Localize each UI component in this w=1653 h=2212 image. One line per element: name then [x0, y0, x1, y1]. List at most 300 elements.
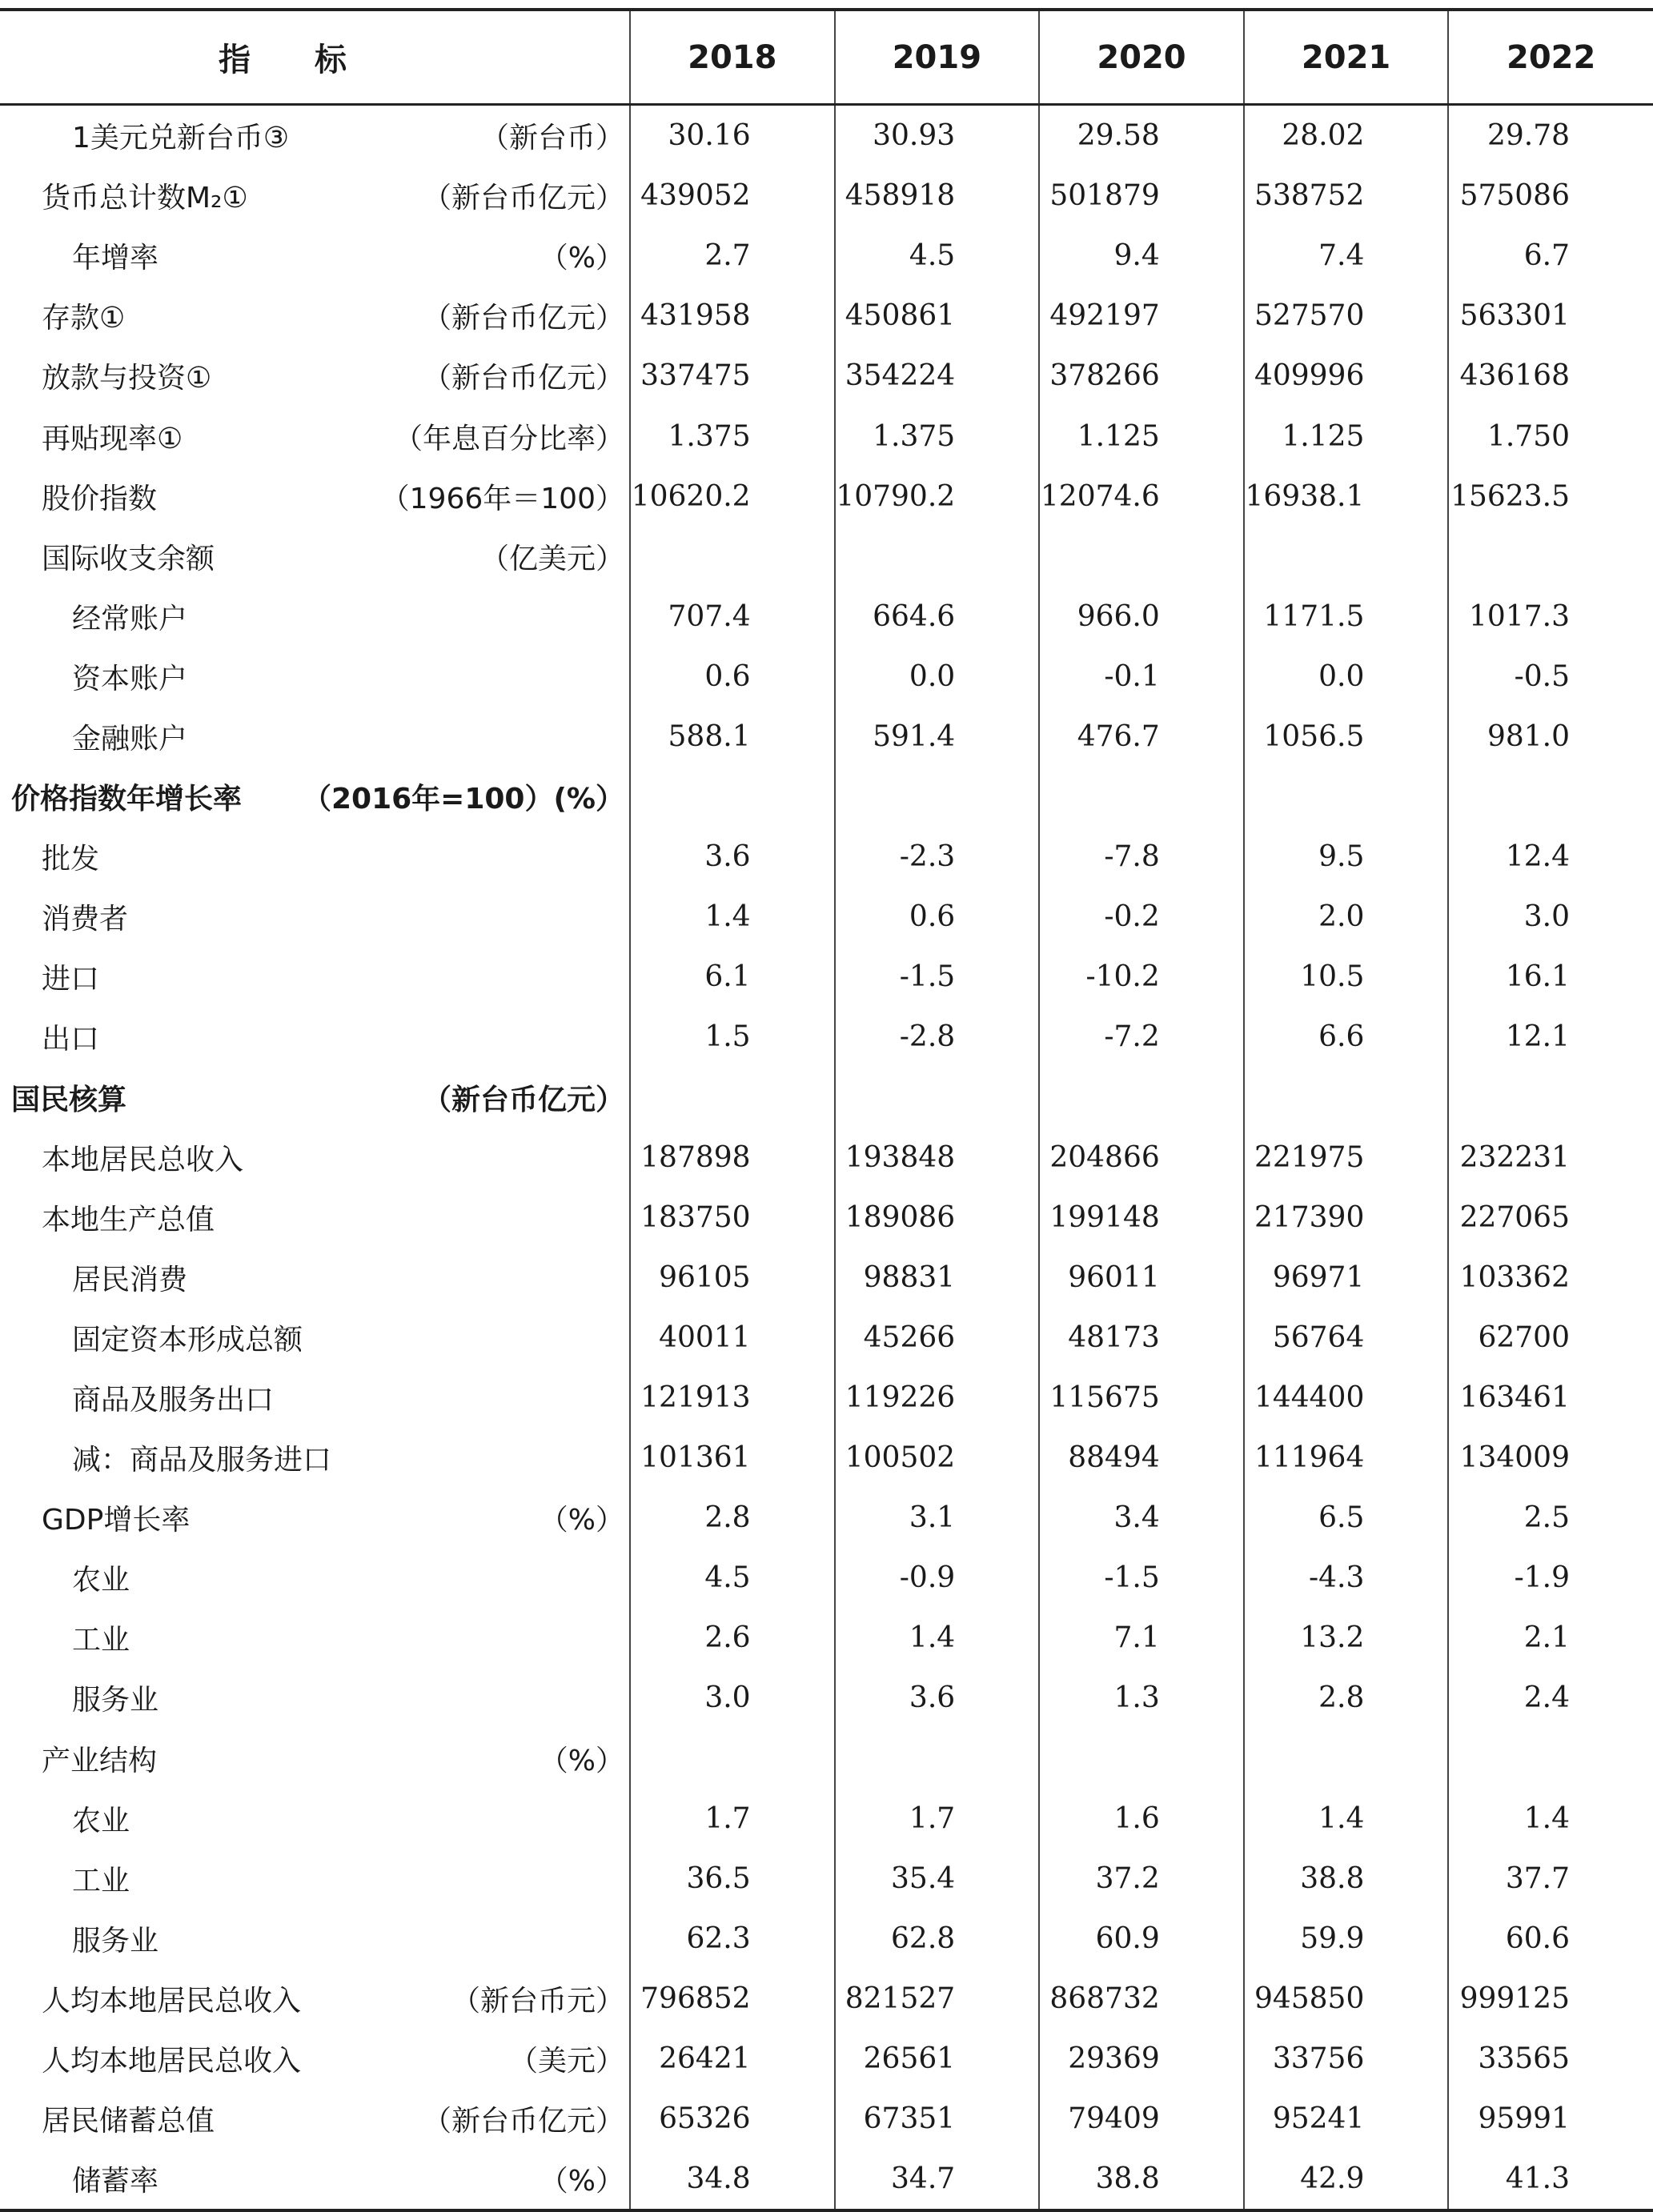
value-cell: 3.6: [835, 1668, 1040, 1728]
indicator-label: 价格指数年增长率: [11, 783, 243, 816]
value-cell: 6.7: [1448, 226, 1653, 286]
table-row: [0, 1248, 1653, 1308]
value-cell: 707.4: [630, 587, 835, 647]
value-cell: -1.5: [835, 947, 1040, 1007]
table-row: [0, 1368, 1653, 1428]
value-cell: 2.1: [1448, 1608, 1653, 1668]
indicator-label: 资本账户: [72, 662, 188, 695]
value-cell: -0.5: [1448, 647, 1653, 707]
header-row: [0, 10, 1653, 105]
value-cell: 101361: [630, 1428, 835, 1488]
indicator-label: 服务业: [72, 1684, 159, 1717]
value-cell: 48173: [1039, 1308, 1244, 1368]
indicator-cell: [0, 1368, 630, 1428]
value-cell: 2.7: [630, 226, 835, 286]
value-cell: 221975: [1244, 1128, 1449, 1188]
value-cell: 476.7: [1039, 707, 1244, 767]
value-cell: 37.7: [1448, 1849, 1653, 1909]
value-cell: 6.5: [1244, 1488, 1449, 1548]
table-row: [0, 1608, 1653, 1668]
value-cell: [1039, 767, 1244, 827]
value-cell: 2.8: [630, 1488, 835, 1548]
indicator-cell: [0, 406, 630, 466]
indicator-label: 股价指数: [42, 482, 158, 515]
table-row: [0, 166, 1653, 226]
indicator-unit: （新台币亿元）: [422, 302, 624, 335]
value-cell: 217390: [1244, 1188, 1449, 1248]
value-cell: 96971: [1244, 1248, 1449, 1308]
value-cell: 538752: [1244, 166, 1449, 226]
value-cell: 67351: [835, 2089, 1040, 2149]
value-cell: 29369: [1039, 2029, 1244, 2089]
value-cell: 431958: [630, 286, 835, 346]
value-cell: 33756: [1244, 2029, 1449, 2089]
indicator-label: 国民核算: [11, 1083, 127, 1116]
indicator-label: GDP增长率: [42, 1504, 191, 1537]
value-cell: 59.9: [1244, 1909, 1449, 1969]
value-cell: 868732: [1039, 1969, 1244, 2029]
value-cell: [630, 527, 835, 587]
value-cell: 1.125: [1039, 406, 1244, 466]
value-cell: 458918: [835, 166, 1040, 226]
indicator-cell: [0, 767, 630, 827]
value-cell: 29.58: [1039, 105, 1244, 166]
year-header: 2022: [1448, 10, 1653, 105]
value-cell: [630, 1729, 835, 1789]
value-cell: 2.6: [630, 1608, 835, 1668]
value-cell: 591.4: [835, 707, 1040, 767]
indicator-cell: [0, 1668, 630, 1728]
value-cell: 28.02: [1244, 105, 1449, 166]
value-cell: 232231: [1448, 1128, 1653, 1188]
indicator-label: 服务业: [72, 1924, 159, 1958]
table-row: [0, 1789, 1653, 1849]
value-cell: 492197: [1039, 286, 1244, 346]
table-row: [0, 346, 1653, 406]
value-cell: 1.375: [835, 406, 1040, 466]
indicator-label: 居民储蓄总值: [42, 2105, 215, 2138]
value-cell: 3.4: [1039, 1488, 1244, 1548]
value-cell: 1.375: [630, 406, 835, 466]
value-cell: 796852: [630, 1969, 835, 2029]
value-cell: -0.9: [835, 1548, 1040, 1608]
table-row: [0, 1428, 1653, 1488]
indicator-label: 存款①: [42, 302, 126, 335]
value-cell: [1448, 767, 1653, 827]
indicator-cell: [0, 1248, 630, 1308]
table-row: [0, 587, 1653, 647]
value-cell: 409996: [1244, 346, 1449, 406]
indicator-label: 年增率: [72, 242, 159, 275]
indicator-unit: （新台币亿元）: [422, 1083, 624, 1116]
value-cell: 193848: [835, 1128, 1040, 1188]
value-cell: 1.4: [630, 887, 835, 947]
value-cell: [630, 1068, 835, 1128]
value-cell: 2.0: [1244, 887, 1449, 947]
value-cell: 65326: [630, 2089, 835, 2149]
value-cell: 30.93: [835, 105, 1040, 166]
value-cell: 981.0: [1448, 707, 1653, 767]
value-cell: 501879: [1039, 166, 1244, 226]
value-cell: 527570: [1244, 286, 1449, 346]
value-cell: 227065: [1448, 1188, 1653, 1248]
table-row: [0, 467, 1653, 527]
indicator-cell: [0, 166, 630, 226]
value-cell: 88494: [1039, 1428, 1244, 1488]
value-cell: 95991: [1448, 2089, 1653, 2149]
value-cell: 98831: [835, 1248, 1040, 1308]
indicator-label: 国际收支余额: [42, 542, 215, 575]
value-cell: 12.4: [1448, 827, 1653, 887]
table-row: [0, 105, 1653, 166]
value-cell: 1.4: [835, 1608, 1040, 1668]
table-row: [0, 226, 1653, 286]
value-cell: 119226: [835, 1368, 1040, 1428]
table-row: [0, 1128, 1653, 1188]
indicator-label: 商品及服务出口: [72, 1384, 275, 1417]
year-header: 2021: [1244, 10, 1449, 105]
value-cell: 7.1: [1039, 1608, 1244, 1668]
indicator-label: 货币总计数M₂①: [42, 182, 248, 215]
value-cell: 0.6: [835, 887, 1040, 947]
value-cell: 35.4: [835, 1849, 1040, 1909]
value-cell: 6.1: [630, 947, 835, 1007]
value-cell: 945850: [1244, 1969, 1449, 2029]
value-cell: 7.4: [1244, 226, 1449, 286]
indicator-label: 再贴现率①: [42, 422, 183, 455]
table-row: [0, 2029, 1653, 2089]
value-cell: 41.3: [1448, 2149, 1653, 2210]
value-cell: -2.8: [835, 1007, 1040, 1067]
indicator-unit: （%）: [539, 242, 624, 275]
indicator-unit: （年息百分比率）: [393, 422, 624, 455]
value-cell: 3.0: [630, 1668, 835, 1728]
value-cell: [1244, 527, 1449, 587]
value-cell: 103362: [1448, 1248, 1653, 1308]
indicator-unit: （%）: [539, 2165, 624, 2198]
value-cell: 0.0: [835, 647, 1040, 707]
indicator-cell: [0, 587, 630, 647]
value-cell: -2.3: [835, 827, 1040, 887]
value-cell: 563301: [1448, 286, 1653, 346]
indicator-cell: [0, 1428, 630, 1488]
value-cell: 439052: [630, 166, 835, 226]
value-cell: 199148: [1039, 1188, 1244, 1248]
value-cell: 29.78: [1448, 105, 1653, 166]
indicator-cell: [0, 707, 630, 767]
value-cell: 10620.2: [630, 467, 835, 527]
value-cell: 1.7: [630, 1789, 835, 1849]
table-body: [0, 105, 1653, 2211]
value-cell: -7.8: [1039, 827, 1244, 887]
value-cell: 34.7: [835, 2149, 1040, 2210]
value-cell: 1.750: [1448, 406, 1653, 466]
value-cell: 37.2: [1039, 1849, 1244, 1909]
indicator-unit: （新台币亿元）: [422, 182, 624, 215]
value-cell: 111964: [1244, 1428, 1449, 1488]
value-cell: -0.1: [1039, 647, 1244, 707]
value-cell: 1.125: [1244, 406, 1449, 466]
value-cell: 12074.6: [1039, 467, 1244, 527]
value-cell: 26561: [835, 2029, 1040, 2089]
table-row: [0, 827, 1653, 887]
indicator-cell: [0, 827, 630, 887]
value-cell: 0.6: [630, 647, 835, 707]
table-row: [0, 2149, 1653, 2210]
indicator-cell: [0, 887, 630, 947]
value-cell: 354224: [835, 346, 1040, 406]
value-cell: 1.3: [1039, 1668, 1244, 1728]
value-cell: 3.6: [630, 827, 835, 887]
value-cell: 100502: [835, 1428, 1040, 1488]
value-cell: 1.7: [835, 1789, 1040, 1849]
value-cell: [1448, 1068, 1653, 1128]
value-cell: 134009: [1448, 1428, 1653, 1488]
indicator-unit: （%）: [539, 1504, 624, 1537]
table-row: [0, 1488, 1653, 1548]
value-cell: 95241: [1244, 2089, 1449, 2149]
value-cell: 378266: [1039, 346, 1244, 406]
value-cell: [1244, 1068, 1449, 1128]
value-cell: 966.0: [1039, 587, 1244, 647]
value-cell: 10790.2: [835, 467, 1040, 527]
value-cell: 183750: [630, 1188, 835, 1248]
value-cell: 34.8: [630, 2149, 835, 2210]
table-row: [0, 1849, 1653, 1909]
indicator-label: 减：商品及服务进口: [72, 1444, 332, 1477]
year-header: 2019: [835, 10, 1040, 105]
value-cell: [835, 527, 1040, 587]
value-cell: 13.2: [1244, 1608, 1449, 1668]
value-cell: 0.0: [1244, 647, 1449, 707]
value-cell: 42.9: [1244, 2149, 1449, 2210]
year-header: 2018: [630, 10, 835, 105]
indicator-cell: [0, 226, 630, 286]
indicator-label: 进口: [42, 963, 100, 996]
value-cell: 2.8: [1244, 1668, 1449, 1728]
indicator-cell: [0, 1488, 630, 1548]
value-cell: 60.9: [1039, 1909, 1244, 1969]
table-row: [0, 1729, 1653, 1789]
table-row: [0, 406, 1653, 466]
indicator-label: 出口: [42, 1023, 100, 1056]
indicator-label: 储蓄率: [72, 2165, 159, 2198]
indicator-label: 居民消费: [72, 1263, 188, 1296]
value-cell: 337475: [630, 346, 835, 406]
value-cell: 36.5: [630, 1849, 835, 1909]
value-cell: 33565: [1448, 2029, 1653, 2089]
indicator-cell: [0, 346, 630, 406]
value-cell: 3.0: [1448, 887, 1653, 947]
indicator-cell: [0, 647, 630, 707]
value-cell: 38.8: [1244, 1849, 1449, 1909]
value-cell: 2.5: [1448, 1488, 1653, 1548]
value-cell: [1244, 767, 1449, 827]
value-cell: 189086: [835, 1188, 1040, 1248]
value-cell: 96105: [630, 1248, 835, 1308]
value-cell: [1039, 527, 1244, 587]
value-cell: 56764: [1244, 1308, 1449, 1368]
indicator-label: 批发: [42, 843, 100, 876]
indicator-label: 1美元兑新台币③: [72, 122, 290, 155]
statistics-table: [0, 8, 1653, 2212]
value-cell: 2.4: [1448, 1668, 1653, 1728]
indicator-label: 农业: [72, 1804, 130, 1837]
table-row: [0, 527, 1653, 587]
indicator-cell: [0, 1068, 630, 1128]
value-cell: 163461: [1448, 1368, 1653, 1428]
value-cell: 60.6: [1448, 1909, 1653, 1969]
table-row: [0, 286, 1653, 346]
value-cell: 4.5: [630, 1548, 835, 1608]
indicator-label: 消费者: [42, 903, 129, 936]
value-cell: 144400: [1244, 1368, 1449, 1428]
value-cell: 79409: [1039, 2089, 1244, 2149]
value-cell: -7.2: [1039, 1007, 1244, 1067]
value-cell: 187898: [630, 1128, 835, 1188]
value-cell: 62700: [1448, 1308, 1653, 1368]
value-cell: -4.3: [1244, 1548, 1449, 1608]
table-row: [0, 1909, 1653, 1969]
value-cell: 1017.3: [1448, 587, 1653, 647]
value-cell: -1.5: [1039, 1548, 1244, 1608]
indicator-cell: [0, 1789, 630, 1849]
value-cell: 1.4: [1448, 1789, 1653, 1849]
indicator-label: 人均本地居民总收入: [42, 1984, 302, 2018]
value-cell: 62.8: [835, 1909, 1040, 1969]
indicator-cell: [0, 1308, 630, 1368]
indicator-cell: [0, 1128, 630, 1188]
value-cell: 999125: [1448, 1969, 1653, 2029]
value-cell: 821527: [835, 1969, 1040, 2029]
value-cell: 10.5: [1244, 947, 1449, 1007]
value-cell: 15623.5: [1448, 467, 1653, 527]
value-cell: 6.6: [1244, 1007, 1449, 1067]
indicator-cell: [0, 105, 630, 166]
indicator-cell: [0, 1729, 630, 1789]
value-cell: 38.8: [1039, 2149, 1244, 2210]
indicator-cell: [0, 1969, 630, 2029]
value-cell: 12.1: [1448, 1007, 1653, 1067]
value-cell: 204866: [1039, 1128, 1244, 1188]
indicator-unit: （%）: [539, 1744, 624, 1777]
value-cell: 3.1: [835, 1488, 1040, 1548]
indicator-unit: （新台币亿元）: [422, 2105, 624, 2138]
value-cell: 16938.1: [1244, 467, 1449, 527]
value-cell: [1039, 1068, 1244, 1128]
value-cell: 26421: [630, 2029, 835, 2089]
value-cell: 16.1: [1448, 947, 1653, 1007]
indicator-cell: [0, 527, 630, 587]
value-cell: 1.6: [1039, 1789, 1244, 1849]
section-row: [0, 1068, 1653, 1128]
indicator-label: 本地生产总值: [42, 1203, 215, 1236]
table-row: [0, 1969, 1653, 2029]
table-row: [0, 1308, 1653, 1368]
indicator-unit: （新台币元）: [451, 1984, 624, 2018]
value-cell: [835, 1729, 1040, 1789]
indicator-label: 经常账户: [72, 602, 188, 635]
table-row: [0, 887, 1653, 947]
value-cell: 9.4: [1039, 226, 1244, 286]
value-cell: [835, 767, 1040, 827]
value-cell: 4.5: [835, 226, 1040, 286]
indicator-label: 金融账户: [72, 722, 188, 755]
indicator-cell: [0, 1849, 630, 1909]
indicator-cell: [0, 2089, 630, 2149]
value-cell: [1039, 1729, 1244, 1789]
value-cell: [1448, 1729, 1653, 1789]
value-cell: 115675: [1039, 1368, 1244, 1428]
indicator-cell: [0, 1548, 630, 1608]
indicator-unit: （1966年＝100）: [380, 482, 624, 515]
indicator-unit: （新台币）: [479, 122, 624, 155]
value-cell: 664.6: [835, 587, 1040, 647]
value-cell: 40011: [630, 1308, 835, 1368]
indicator-header: 指标: [0, 10, 630, 105]
table-row: [0, 1548, 1653, 1608]
table-row: [0, 647, 1653, 707]
indicator-cell: [0, 1188, 630, 1248]
indicator-label: 工业: [72, 1624, 130, 1657]
indicator-cell: [0, 1909, 630, 1969]
value-cell: [835, 1068, 1040, 1128]
indicator-label: 农业: [72, 1564, 130, 1597]
indicator-label: 放款与投资①: [42, 362, 212, 395]
indicator-label: 本地居民总收入: [42, 1143, 244, 1176]
table-row: [0, 947, 1653, 1007]
indicator-cell: [0, 2029, 630, 2089]
value-cell: 1056.5: [1244, 707, 1449, 767]
value-cell: 9.5: [1244, 827, 1449, 887]
value-cell: 62.3: [630, 1909, 835, 1969]
indicator-cell: [0, 467, 630, 527]
indicator-label: 工业: [72, 1864, 130, 1897]
table-row: [0, 1007, 1653, 1067]
table-row: [0, 2089, 1653, 2149]
indicator-cell: [0, 1007, 630, 1067]
indicator-cell: [0, 286, 630, 346]
indicator-unit: （2016年=100）(%）: [302, 783, 624, 816]
table-row: [0, 1668, 1653, 1728]
indicator-unit: （美元）: [508, 2045, 624, 2078]
value-cell: -0.2: [1039, 887, 1244, 947]
indicator-label: 固定资本形成总额: [72, 1323, 303, 1356]
value-cell: 96011: [1039, 1248, 1244, 1308]
indicator-cell: [0, 947, 630, 1007]
indicator-label: 人均本地居民总收入: [42, 2045, 302, 2078]
value-cell: [630, 767, 835, 827]
table-row: [0, 1188, 1653, 1248]
value-cell: 45266: [835, 1308, 1040, 1368]
value-cell: [1448, 527, 1653, 587]
value-cell: 121913: [630, 1368, 835, 1428]
indicator-unit: （新台币亿元）: [422, 362, 624, 395]
value-cell: 30.16: [630, 105, 835, 166]
indicator-cell: [0, 2149, 630, 2210]
value-cell: 1.4: [1244, 1789, 1449, 1849]
value-cell: -1.9: [1448, 1548, 1653, 1608]
indicator-label: 产业结构: [42, 1744, 158, 1777]
value-cell: 588.1: [630, 707, 835, 767]
table-row: [0, 707, 1653, 767]
section-row: [0, 767, 1653, 827]
indicator-cell: [0, 1608, 630, 1668]
table-header: [0, 10, 1653, 105]
indicator-unit: （亿美元）: [479, 542, 624, 575]
value-cell: 450861: [835, 286, 1040, 346]
value-cell: 1171.5: [1244, 587, 1449, 647]
